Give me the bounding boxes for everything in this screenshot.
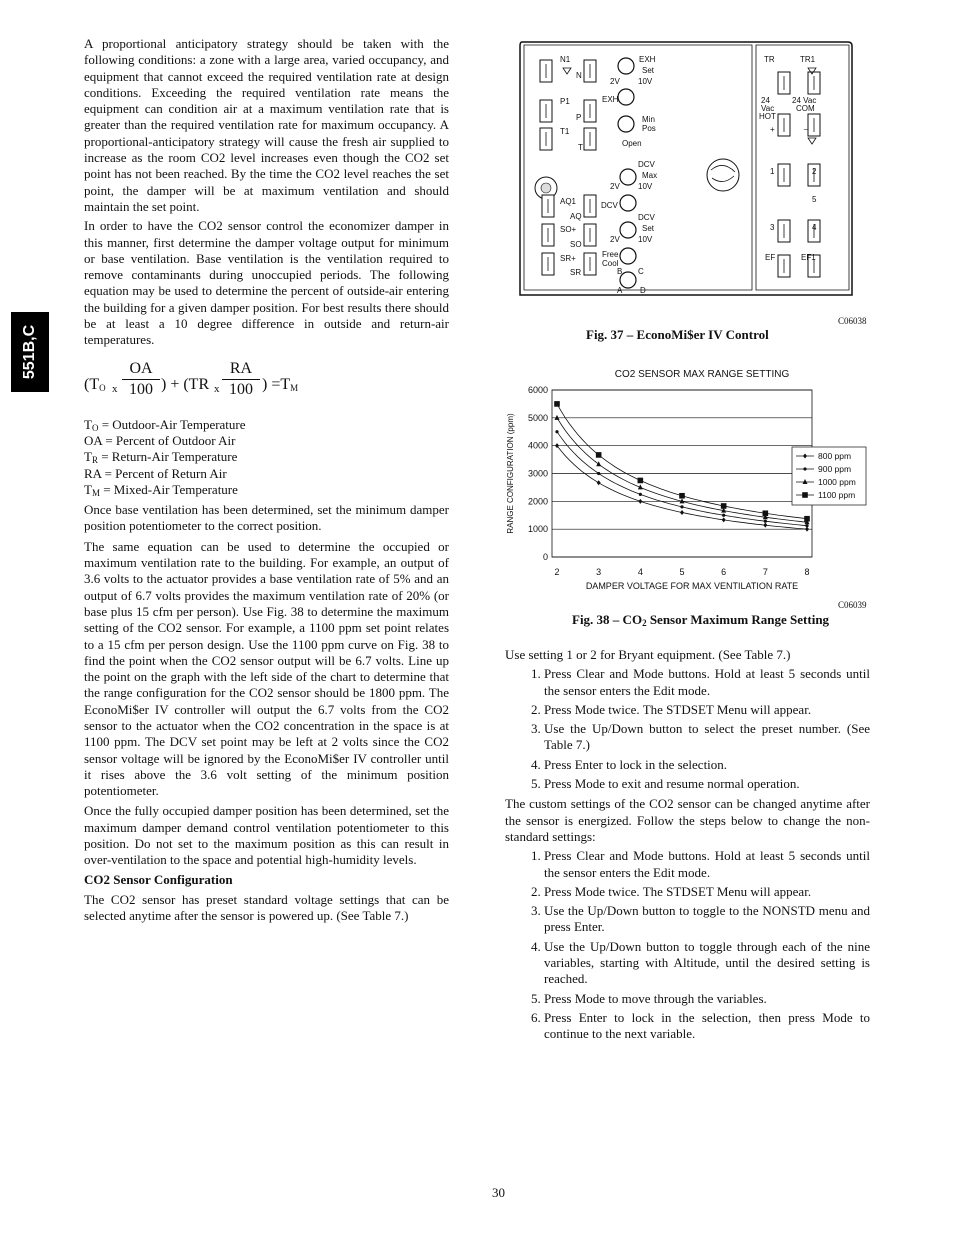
eq-oa: OA xyxy=(122,361,160,380)
def-oa-sym: OA xyxy=(84,432,103,448)
left-column xyxy=(84,36,449,928)
lbl-set: Set xyxy=(642,66,655,75)
lbl-2: 2 xyxy=(812,167,817,176)
legend-label: 1000 ppm xyxy=(818,477,856,487)
lbl-vac: Vac xyxy=(761,104,775,113)
eq-mid: ) + (TR xyxy=(161,375,210,393)
eq-x2: x xyxy=(214,382,220,395)
eq-t1: (T xyxy=(84,375,100,393)
steps-standard xyxy=(505,666,870,792)
step-standard-5: 5. Press Mode to exit and resume normal operation. xyxy=(544,776,870,792)
lbl-n: N xyxy=(576,71,582,80)
eq-fraction-ra xyxy=(222,361,260,399)
eq-end: ) =T xyxy=(262,375,291,393)
data-point-circle xyxy=(805,524,808,527)
lbl-min: Min xyxy=(642,115,655,124)
lbl-sr-plus: SR+ xyxy=(560,254,576,263)
def-tr-sub: R xyxy=(91,455,98,466)
paragraph-bryant-setting: Use setting 1 or 2 for Bryant equipment. (See Table 7.) xyxy=(505,647,791,662)
step-nonstd-1: 1. Press Clear and Mode buttons. Hold at least 5 seconds until the sensor enters the Edit mode. xyxy=(544,848,870,881)
def-to xyxy=(84,417,449,433)
eq-ra: RA xyxy=(222,361,260,380)
step-standard-2: 2. Press Mode twice. The STDSET Menu will appear. xyxy=(544,702,870,718)
data-point-circle xyxy=(597,472,600,475)
lbl-dcv: DCV xyxy=(601,201,618,210)
lbl-dcv-2: DCV xyxy=(638,213,655,222)
step-nonstd-4: 4. Use the Up/Down button to toggle through each of the nine variables, starting with Altitude, until the desired setting is reached. xyxy=(544,939,870,988)
eq-term-to xyxy=(84,377,106,393)
data-point-circle xyxy=(764,520,767,523)
data-point-square xyxy=(638,478,644,484)
lbl-3: 3 xyxy=(770,223,775,232)
eq-term-tm xyxy=(262,377,298,393)
data-point-square xyxy=(596,452,602,458)
def-tm-sub: M xyxy=(91,487,100,498)
lbl-aq1: AQ1 xyxy=(560,197,577,206)
paragraph-preset-settings: The CO2 sensor has preset standard voltage settings that can be selected anytime after the sensor is powered up. (See Table 7.) xyxy=(84,891,449,924)
lbl-minus: _ xyxy=(804,121,809,130)
lbl-set-2: Set xyxy=(642,224,655,233)
data-point-circle xyxy=(803,467,806,470)
x-tick-label: 3 xyxy=(596,567,602,577)
paragraph-proportional-strategy: A proportional anticipatory strategy should be taken with the following conditions: a zone with a large area, varied occupancy, and equipment that cannot exceed the required ventilation rate at design conditions. Exceeding the required ventilation rate means the equipment can condition air at a maximum ventilation rate that is greater than the required ventilation rate for maximum occupancy. A proportional-anticipatory strategy will cause the fresh air supplied to increase as the room CO2 level increases even though the CO2 set point has not been reached. By the time the CO2 level reaches the set point, the damper will be at maximum ventilation and should maintain the set point. xyxy=(84,36,449,214)
lbl-5: 5 xyxy=(812,195,817,204)
step-standard-4: 4. Press Enter to lock in the selection. xyxy=(544,757,870,773)
eq-d1: 100 xyxy=(129,380,153,398)
def-oa-text: = Percent of Outdoor Air xyxy=(102,432,236,448)
eq-end-sub: M xyxy=(290,382,299,393)
x-tick-label: 8 xyxy=(804,567,810,577)
lbl-pos: Pos xyxy=(642,124,656,133)
data-point-square xyxy=(804,516,810,522)
data-point-square xyxy=(721,503,727,509)
def-to-sub: O xyxy=(91,422,99,433)
lbl-t: T xyxy=(578,143,583,152)
def-ra-text: = Percent of Return Air xyxy=(101,465,227,481)
paragraph-damper-voltage: In order to have the CO2 sensor control the economizer damper in this manner, first determine the damper voltage output for minimum or base ventilation. Base ventilation is the ventilation required to remove contaminants during unoccupied periods. The following equation may be used to determine the percent of outside-air entering the building for a given damper position. For best results there should be at least a 10 degree difference in outside and return-air temperatures. xyxy=(84,218,449,348)
step-nonstd-5: 5. Press Mode to move through the variables. xyxy=(544,991,870,1007)
def-oa xyxy=(84,433,449,449)
data-point-diamond xyxy=(680,510,684,515)
lbl-d: D xyxy=(640,286,646,295)
y-axis-label: RANGE CONFIGURATION (ppm) xyxy=(506,413,515,534)
def-tm xyxy=(84,482,449,498)
def-tr-sym: T xyxy=(84,449,92,465)
lbl-p: P xyxy=(576,113,582,122)
page-number: 30 xyxy=(492,1185,505,1200)
lbl-open: Open xyxy=(622,139,642,148)
lbl-max: Max xyxy=(642,171,658,180)
co2-range-chart xyxy=(500,362,870,597)
eq-fraction-oa xyxy=(122,361,160,399)
lbl-tr: TR xyxy=(764,55,775,64)
lbl-10v-a: 10V xyxy=(638,77,653,86)
data-point-circle xyxy=(680,505,683,508)
lbl-dcv-top: DCV xyxy=(638,160,655,169)
lbl-2v-c: 2V xyxy=(610,235,620,244)
lbl-p1: P1 xyxy=(560,97,570,106)
def-tm-sym: T xyxy=(84,481,92,497)
data-point-diamond xyxy=(597,480,601,485)
lbl-t1: T1 xyxy=(560,127,570,136)
steps-nonstandard xyxy=(505,848,870,1042)
step-nonstd-2: 2. Press Mode twice. The STDSET Menu will appear. xyxy=(544,884,870,900)
data-point-square xyxy=(802,492,808,498)
def-tr xyxy=(84,449,449,465)
lbl-2v-a: 2V xyxy=(610,77,620,86)
lbl-c: C xyxy=(638,267,644,276)
step-nonstd-3: 3. Use the Up/Down button to toggle to the NONSTD menu and press Enter. xyxy=(544,903,870,936)
data-point-triangle xyxy=(596,461,601,466)
heading-co2-config: CO2 Sensor Configuration xyxy=(84,871,233,887)
legend-label: 800 ppm xyxy=(818,451,852,461)
x-tick-label: 5 xyxy=(679,567,685,577)
paragraph-custom-settings: The custom settings of the CO2 sensor can be changed anytime after the sensor is energized. Follow the steps below to change the non-standard settings: xyxy=(505,796,870,844)
lbl-tr1: TR1 xyxy=(800,55,816,64)
right-column xyxy=(505,647,870,1047)
fig37-code: C06038 xyxy=(838,316,867,326)
data-point-circle xyxy=(555,430,558,433)
lbl-exh-top: EXH xyxy=(639,55,656,64)
lbl-free: Free xyxy=(602,250,619,259)
section-tab xyxy=(11,312,49,392)
data-point-diamond xyxy=(722,517,726,522)
step-standard-1: 1. Press Clear and Mode buttons. Hold at least 5 seconds until the sensor enters the Edit mode. xyxy=(544,666,870,699)
y-tick-label: 2000 xyxy=(527,496,548,507)
lbl-24: 24 xyxy=(761,96,770,105)
equation-definitions xyxy=(84,417,449,498)
data-point-triangle xyxy=(555,415,560,420)
fig38-caption-pre: Fig. 38 – CO xyxy=(572,612,643,627)
def-to-text: = Outdoor-Air Temperature xyxy=(98,416,246,432)
def-to-sym: T xyxy=(84,416,92,432)
data-point-diamond xyxy=(763,523,767,528)
def-tr-text: = Return-Air Temperature xyxy=(97,449,238,465)
eq-t1-sub: O xyxy=(99,382,106,393)
def-tm-text: = Mixed-Air Temperature xyxy=(99,481,238,497)
y-tick-label: 1000 xyxy=(527,524,548,535)
chart-title: CO2 SENSOR MAX RANGE SETTING xyxy=(614,369,790,380)
x-tick-label: 4 xyxy=(637,567,643,577)
lbl-aq: AQ xyxy=(570,212,582,221)
y-tick-label: 3000 xyxy=(527,468,548,479)
data-point-square xyxy=(679,493,685,499)
x-tick-label: 7 xyxy=(762,567,768,577)
lbl-hot: HOT xyxy=(759,112,776,121)
lbl-so: SO xyxy=(570,240,582,249)
lbl-n1: N1 xyxy=(560,55,571,64)
lbl-1: 1 xyxy=(770,167,775,176)
lbl-sr: SR xyxy=(570,268,582,277)
legend-label: 1100 ppm xyxy=(818,490,856,500)
series-line-0 xyxy=(557,446,807,530)
x-tick-label: 6 xyxy=(721,567,727,577)
y-tick-label: 5000 xyxy=(527,412,548,423)
section-tab-label: 551B,C xyxy=(21,324,38,380)
data-point-circle xyxy=(722,514,725,517)
lbl-a: A xyxy=(617,286,623,295)
step-standard-3: 3. Use the Up/Down button to select the preset number. (See Table 7.) xyxy=(544,721,870,754)
lbl-24vac: 24 Vac xyxy=(792,96,817,105)
def-ra xyxy=(84,466,449,482)
x-tick-label: 2 xyxy=(554,567,560,577)
economizer-control-diagram xyxy=(516,40,854,302)
paragraph-same-equation: The same equation can be used to determine the occupied or maximum ventilation rate to the building. For example, an output of 3.6 volts to the actuator provides a base ventilation rate of 5% and an output of 6.7 volts provides the maximum ventilation rate of 20% (or base plus 15 cfm per person). Use Fig. 38 to determine the maximum setting of the CO2 sensor. For example, a 1100 ppm set point relates to a 15 cfm per person design. Use the 1100 ppm curve on Fig. 38 to find the point when the CO2 sensor output will be 6.7 volts. Line up the point on the graph with the left side of the chart to determine that the range configuration for the CO2 sensor should be 1800 ppm. The EconoMi$er IV controller will output the 6.7 volts from the CO2 sensor to the actuator when the CO2 concentration in the space is at 1100 ppm. The DCV set point may be left at 2 volts since the CO2 sensor voltage will be ignored by the EconoMi$er IV controller until it rises above the 3.6 volt setting of the minimum position potentiometer. xyxy=(84,538,449,799)
eq-x1: x xyxy=(112,382,118,395)
lbl-plus: + xyxy=(770,125,775,134)
fig38-caption-sub: 2 xyxy=(642,618,647,628)
data-point-circle xyxy=(639,493,642,496)
y-tick-label: 6000 xyxy=(527,385,548,395)
eq-d2: 100 xyxy=(229,380,253,398)
lbl-ef: EF xyxy=(765,253,776,262)
paragraph-base-ventilation: Once base ventilation has been determined, set the minimum damper position potentiometer to the correct position. xyxy=(84,502,449,534)
lbl-10v-b: 10V xyxy=(638,182,653,191)
mixed-air-equation xyxy=(84,361,449,413)
lbl-10v-c: 10V xyxy=(638,235,653,244)
legend-label: 900 ppm xyxy=(818,464,852,474)
lbl-exh: EXH xyxy=(602,95,619,104)
paragraph-occupied-position: Once the fully occupied damper position has been determined, set the maximum damper demand control ventilation potentiometer to this position. Do not set to the maximum position as this can result in over-ventilation to the space and potential high-humidity levels. xyxy=(84,803,449,868)
y-tick-label: 0 xyxy=(542,552,548,562)
fig38-caption xyxy=(572,612,829,628)
fig37-caption: Fig. 37 – EconoMi$er IV Control xyxy=(586,327,769,342)
y-tick-label: 4000 xyxy=(527,440,548,451)
lbl-4: 4 xyxy=(812,223,817,232)
data-point-diamond xyxy=(805,527,809,532)
lbl-com: COM xyxy=(796,104,815,113)
fig38-caption-post: Sensor Maximum Range Setting xyxy=(646,612,830,627)
data-point-diamond xyxy=(638,499,642,504)
lbl-ef1: EF1 xyxy=(801,253,816,262)
lbl-b: B xyxy=(617,267,623,276)
data-point-square xyxy=(763,510,769,516)
lbl-so-plus: SO+ xyxy=(560,225,577,234)
data-point-square xyxy=(554,401,560,407)
def-ra-sym: RA xyxy=(84,465,102,481)
step-nonstd-6: 6. Press Enter to lock in the selection, then press Mode to continue to the next variable. xyxy=(544,1010,870,1043)
lbl-cool: Cool xyxy=(602,259,619,268)
x-axis-label: DAMPER VOLTAGE FOR MAX VENTILATION RATE xyxy=(585,581,799,591)
fig38-code: C06039 xyxy=(838,600,867,610)
lbl-2v-b: 2V xyxy=(610,182,620,191)
